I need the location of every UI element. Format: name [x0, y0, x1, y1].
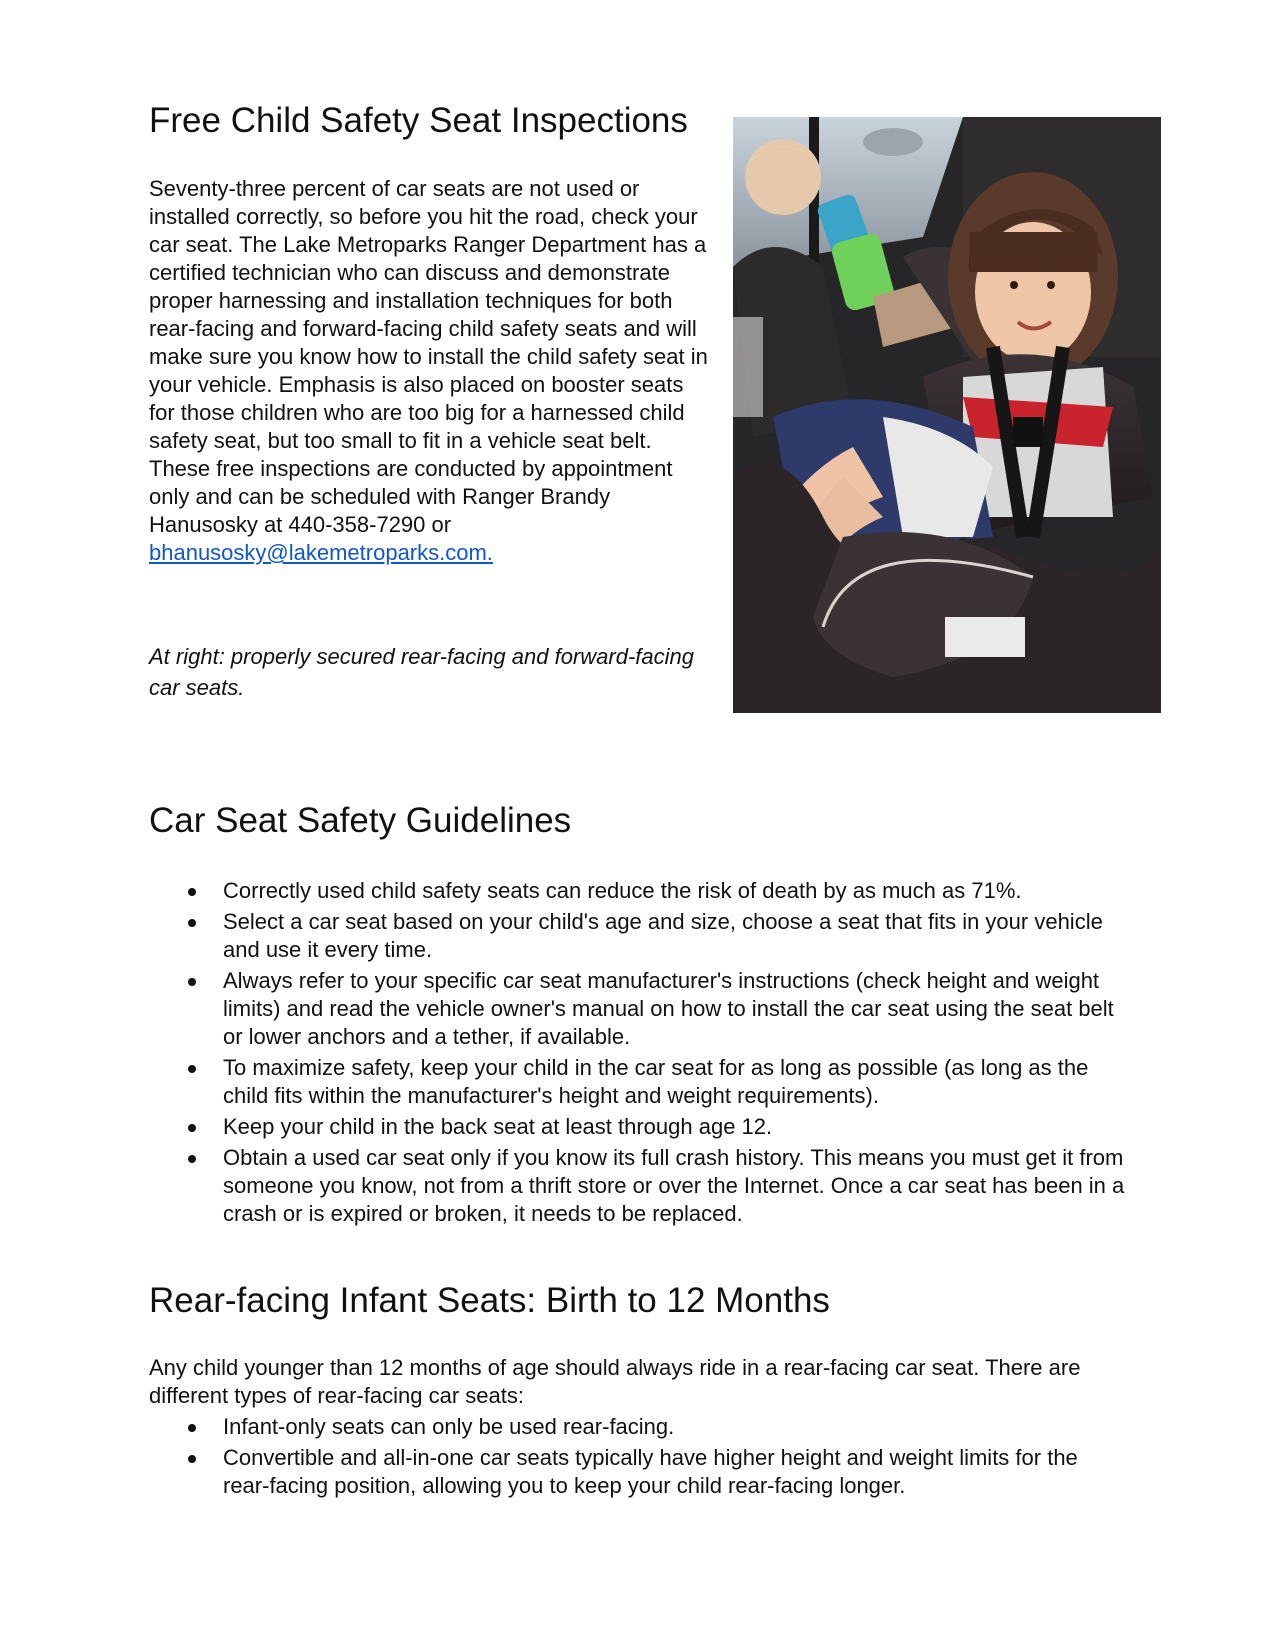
photo-caption: At right: properly secured rear-facing and forward-facing car seats.: [149, 644, 694, 700]
car-seat-photo: [733, 117, 1161, 713]
guidelines-list: [149, 877, 1129, 1231]
email-link[interactable]: bhanusosky@lakemetroparks.com.: [149, 540, 493, 565]
list-item: [149, 1144, 1129, 1228]
section-title-rear-facing: Rear-facing Infant Seats: Birth to 12 Months: [149, 1281, 830, 1320]
bullet-icon: [188, 1455, 196, 1463]
list-item: [149, 1444, 1129, 1500]
bullet-icon: [188, 888, 196, 896]
list-item-text: Infant-only seats can only be used rear-facing.: [223, 1414, 675, 1439]
list-item-text: Keep your child in the back seat at least through age 12.: [223, 1114, 773, 1139]
list-item: [149, 967, 1129, 1051]
list-item-text: Correctly used child safety seats can reduce the risk of death by as much as 71%.: [223, 878, 1022, 903]
bullet-icon: [188, 978, 196, 986]
bullet-icon: [188, 919, 196, 927]
section-title-guidelines: Car Seat Safety Guidelines: [149, 801, 572, 840]
bullet-icon: [188, 1065, 196, 1073]
inspections-paragraph: [149, 175, 709, 567]
bullet-icon: [188, 1155, 196, 1163]
list-item-text: Convertible and all-in-one car seats typically have higher height and weight limits for the rear-facing position, allowing you to keep your child rear-facing longer.: [223, 1445, 1078, 1498]
list-item-text: Select a car seat based on your child's age and size, choose a seat that fits in your vehicle and use it every time.: [223, 909, 1103, 962]
list-item: [149, 1113, 1129, 1141]
list-item: [149, 1054, 1129, 1110]
bullet-icon: [188, 1424, 196, 1432]
rear-facing-intro: Any child younger than 12 months of age should always ride in a rear-facing car seat. There are different types of rear-facing car seats:: [149, 1355, 1081, 1408]
inspections-body-text: Seventy-three percent of car seats are not used or installed correctly, so before you hit the road, check your car seat. The Lake Metroparks Ranger Department has a certified technician who can discuss and demonstrate proper harnessing and installation techniques for both rear-facing and forward-facing child safety seats and will make sure you know how to install the child safety seat in your vehicle. Emphasis is also placed on booster seats for those children who are too big for a harnessed child safety seat, but too small to fit in a vehicle seat belt. These free inspections are conducted by appointment only and can be scheduled with Ranger Brandy Hanusosky at 440-358-7290 or: [149, 176, 708, 537]
rear-facing-list: [149, 1413, 1129, 1503]
list-item-text: To maximize safety, keep your child in the car seat for as long as possible (as long as the child fits within the manufacturer's height and weight requirements).: [223, 1055, 1089, 1108]
list-item-text: Obtain a used car seat only if you know its full crash history. This means you must get it from someone you know, not from a thrift store or over the Internet. Once a car seat has been in a crash or is expired or broken, it needs to be replaced.: [223, 1145, 1125, 1226]
list-item: [149, 877, 1129, 905]
list-item-text: Always refer to your specific car seat manufacturer's instructions (check height and weight limits) and read the vehicle owner's manual on how to install the car seat using the seat belt or lower anchors and a tether, if available.: [223, 968, 1114, 1049]
list-item: [149, 1413, 1129, 1441]
list-item: [149, 908, 1129, 964]
section-title-inspections: Free Child Safety Seat Inspections: [149, 101, 688, 140]
bullet-icon: [188, 1124, 196, 1132]
